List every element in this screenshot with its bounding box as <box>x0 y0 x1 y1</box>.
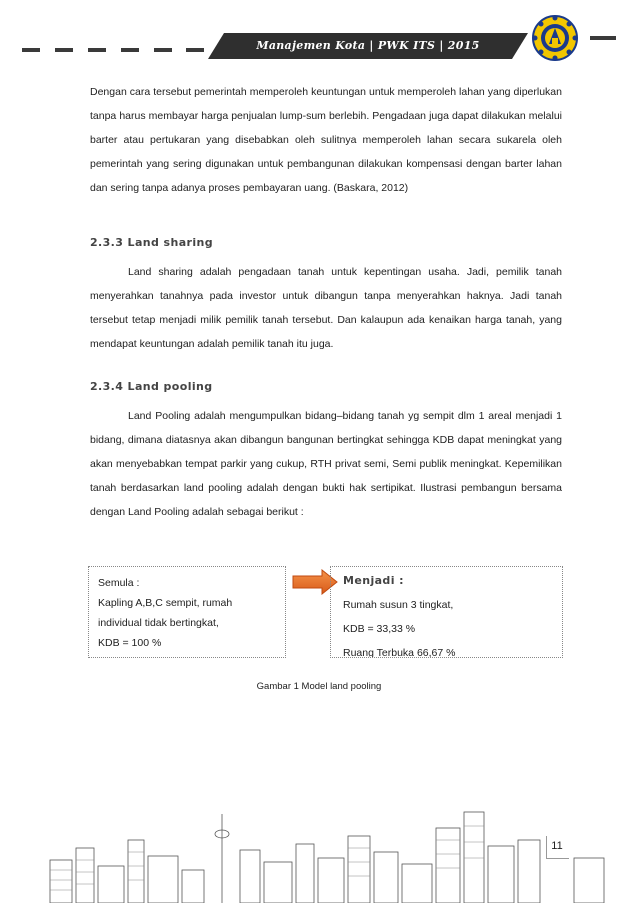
box-line: Semula : <box>98 577 140 589</box>
header-dash <box>121 48 139 52</box>
figure-box-before <box>88 566 286 658</box>
header-dash <box>590 36 616 40</box>
header-dash <box>55 48 73 52</box>
figure-box-after <box>330 566 563 658</box>
box-line: Kapling A,B,C sempit, rumah <box>98 597 233 609</box>
box-line: KDB = 33,33 % <box>343 623 416 635</box>
box-line: Ruang Terbuka 66,67 % <box>343 647 456 658</box>
paragraph-land-sharing: Land sharing adalah pengadaan tanah untuk kepentingan usaha. Jadi, pemilik tanah menyerahkan tanahnya pada investor untuk dibangun tanpa menyerahkan haknya. Jadi tanah tersebut tetap menjadi milik pemilik tanah tersebut. Dan kalaupun ada kenaikan harga tanah, yang mendapat keuntungan adalah pemilik tanah itu juga. <box>90 266 562 350</box>
page-number: 11 <box>551 840 563 852</box>
paragraph-land-pooling: Land Pooling adalah mengumpulkan bidang–bidang tanah yg sempit dlm 1 areal menjadi 1 bidang, dimana diatasnya akan dibangun bangunan bertingkat sehingga KDB dapat meningkat yang akan menyebabkan tempat parkir yang cukup, RTH privat semi, Semi publik meningkat. Kepemilikan tanah berdasarkan land pooling adalah dengan bukti hak sertipikat. Ilustrasi pembangun bersama dengan Land Pooling adalah sebagai berikut : <box>90 410 562 518</box>
header-dash <box>88 48 106 52</box>
box-line: individual tidak bertingkat, <box>98 617 219 629</box>
its-seal-icon <box>531 14 579 62</box>
paragraph-intro: Dengan cara tersebut pemerintah memperoleh keuntungan untuk memperoleh lahan yang diperlukan tanpa harus membayar harga penjualan lump-sum berlebih. Pengadaan juga dapat dilakukan melalui barter atau pertukaran yang disebabkan oleh sulitnya memperoleh lahan secara sukarela oleh pemerintah yang sering digunakan untuk pembangunan dilakukan kompensasi dengan barter lahan dan sering tanpa adanya proses pembayaran uang. (Baskara, 2012) <box>90 86 562 194</box>
box-line: Rumah susun 3 tingkat, <box>343 599 454 611</box>
figure-caption: Gambar 1 Model land pooling <box>256 681 382 692</box>
section-heading-land-sharing: 2.3.3 Land sharing <box>90 236 214 249</box>
header-dash <box>186 48 204 52</box>
box-line: KDB = 100 % <box>98 637 162 649</box>
section-heading-land-pooling: 2.3.4 Land pooling <box>90 380 213 393</box>
header-dash <box>154 48 172 52</box>
header-dash <box>22 48 40 52</box>
header-title: Manajemen Kota | PWK ITS | 2015 <box>256 39 480 52</box>
box-title: Menjadi : <box>343 574 404 587</box>
